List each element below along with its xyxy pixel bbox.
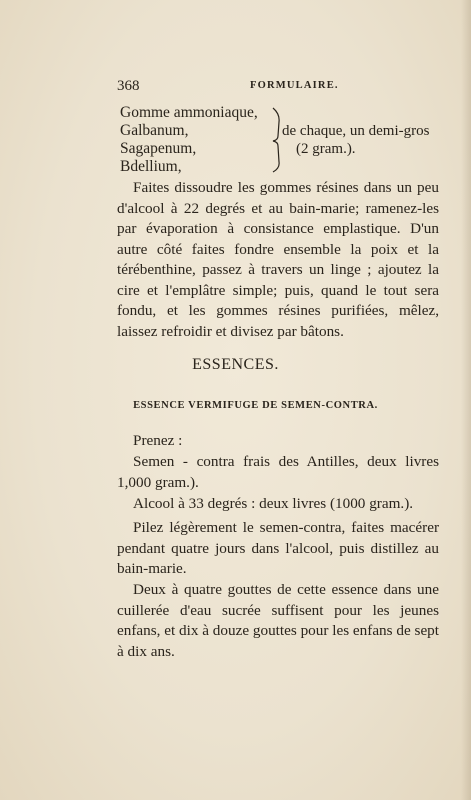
- paragraph-semen: [117, 452, 439, 493]
- ingredient-bdellium: Bdellium,: [120, 158, 182, 175]
- paragraph-dissolve: [117, 178, 439, 342]
- quantity-line-1: de chaque, un demi-gros: [282, 123, 430, 139]
- gum-ingredient-list: [120, 104, 450, 176]
- paragraph-semen-text: Semen - contra frais des Antilles, deux livres 1,000 gram.).: [117, 453, 439, 491]
- paragraph-dose-text: Deux à quatre gouttes de cette essence dans une cuillerée d'eau sucrée suffisent pour les jeunes enfans, et dix à douze gouttes pour les enfans de sept à dix ans.: [117, 581, 439, 660]
- quantity-line-2: (2 gram.).: [296, 141, 356, 157]
- paragraph-dissolve-text: Faites dissoudre les gommes résines dans un peu d'alcool à 22 degrés et au bain-marie; ramenez-les par évaporation à consistance emplastique. D'un autre côté faites fondre ensemble la poix et la térébenthine, passez à travers un linge ; ajoutez la cire et l'emplâtre simple; puis, quand le tout sera fondu, et les gommes résines purifiées, mêlez, laissez refroidir et divisez par bâtons.: [117, 179, 439, 340]
- paragraph-prenez-text: Prenez :: [133, 432, 183, 449]
- page-number: 368: [117, 78, 140, 94]
- paragraph-pilez: [117, 518, 439, 580]
- recipe-title: ESSENCE VERMIFUGE DE SEMEN-CONTRA.: [133, 400, 378, 411]
- ingredient-sagapenum: Sagapenum,: [120, 140, 197, 157]
- ingredient-galbanum: Galbanum,: [120, 122, 189, 139]
- paragraph-alcool-text: Alcool à 33 degrés : deux livres (1000 gram.).: [133, 495, 414, 512]
- paragraph-alcool: [117, 494, 439, 515]
- section-heading: ESSENCES.: [192, 356, 279, 373]
- running-title: FORMULAIRE.: [250, 80, 339, 91]
- paragraph-prenez: [117, 431, 439, 452]
- paragraph-dose: [117, 580, 439, 662]
- ingredient-gomme-ammoniaque: Gomme ammoniaque,: [120, 104, 258, 121]
- grouping-brace-icon: [270, 106, 282, 174]
- running-head: [117, 78, 437, 98]
- paragraph-pilez-text: Pilez légèrement le semen-contra, faites macérer pendant quatre jours dans l'alcool, puis distillez au bain-marie.: [117, 519, 439, 577]
